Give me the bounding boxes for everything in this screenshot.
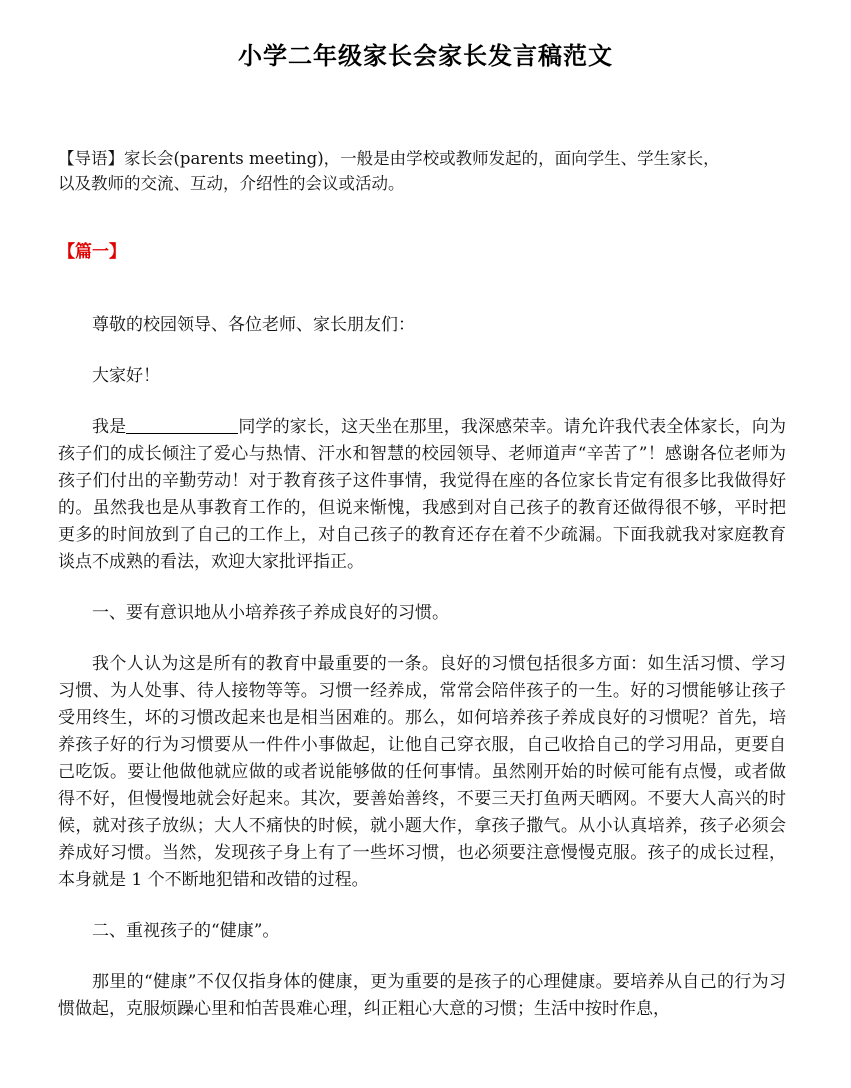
paragraph-intro-prefix: 我是 (92, 417, 127, 437)
page-title: 小学二年级家长会家长发言稿范文 (238, 41, 613, 70)
intro-line-2: 以及教师的交流、互动，介绍性的会议或活动。 (58, 174, 405, 193)
intro-line-1: 【导语】家长会(parents meeting)，一般是由学校或教师发起的，面向学生、学生家长， (58, 149, 720, 168)
paragraph-greeting-1: 尊敬的校园领导、各位老师、家长朋友们： (92, 315, 415, 335)
intro-block (58, 146, 798, 196)
speech-body (58, 312, 786, 1047)
paragraph-heading-1: 一、要有意识地从小培养孩子养成良好的习惯。 (92, 603, 449, 623)
paragraph-health: 那里的“健康”不仅仅指身体的健康，更为重要的是孩子的心理健康。要培养从自己的行为习惯做起，克服烦躁心里和怕苦畏难心理，纠正粗心大意的习惯；生活中按时作息， (58, 972, 786, 1019)
paragraph-heading-2: 二、重视孩子的“健康”。 (92, 921, 280, 941)
paragraph-greeting-2: 大家好！ (92, 366, 160, 386)
paragraph-introduction (58, 414, 786, 576)
name-blank-underline (126, 415, 238, 434)
paragraph-habits: 我个人认为这是所有的教育中最重要的一条。良好的习惯包括很多方面：如生活习惯、学习习惯、为人处事、待人接物等等。习惯一经养成，常常会陪伴孩子的一生。好的习惯能够让孩子受用终生，坏的习惯改起来也是相当困难的。那么，如何培养孩子养成良好的习惯呢？首先，培养孩子好的行为习惯要从一件件小事做起，让他自己穿衣服，自己收拾自己的学习用品，更要自己吃饭。要让他做他就应做的或者说能够做的任何事情。虽然刚开始的时候可能有点慢，或者做得不好，但慢慢地就会好起来。其次，要善始善终，不要三天打鱼两天晒网。不要大人高兴的时候，就对孩子放纵；大人不痛快的时候，就小题大作，拿孩子撒气。从小认真培养，孩子必须会养成好习惯。当然，发现孩子身上有了一些坏习惯，也必须要注意慢慢克服。孩子的成长过程，本身就是 1 个不断地犯错和改错的过程。 (58, 654, 786, 890)
paragraph-intro-rest: 同学的家长，这天坐在那里，我深感荣幸。请允许我代表全体家长，向为孩子们的成长倾注了爱心与热情、汗水和智慧的校园领导、老师道声“辛苦了”！感谢各位老师为孩子们付出的辛勤劳动！对于教育孩子这件事情，我觉得在座的各位家长肯定有很多比我做得好的。虽然我也是从事教育工作的，但说来惭愧，我感到对自己孩子的教育还做得很不够，平时把更多的时间放到了自己的工作上，对自己孩子的教育还存在着不少疏漏。下面我就我对家庭教育谈点不成熟的看法，欢迎大家批评指正。 (58, 417, 787, 572)
section-heading: 【篇一】 (58, 242, 126, 262)
